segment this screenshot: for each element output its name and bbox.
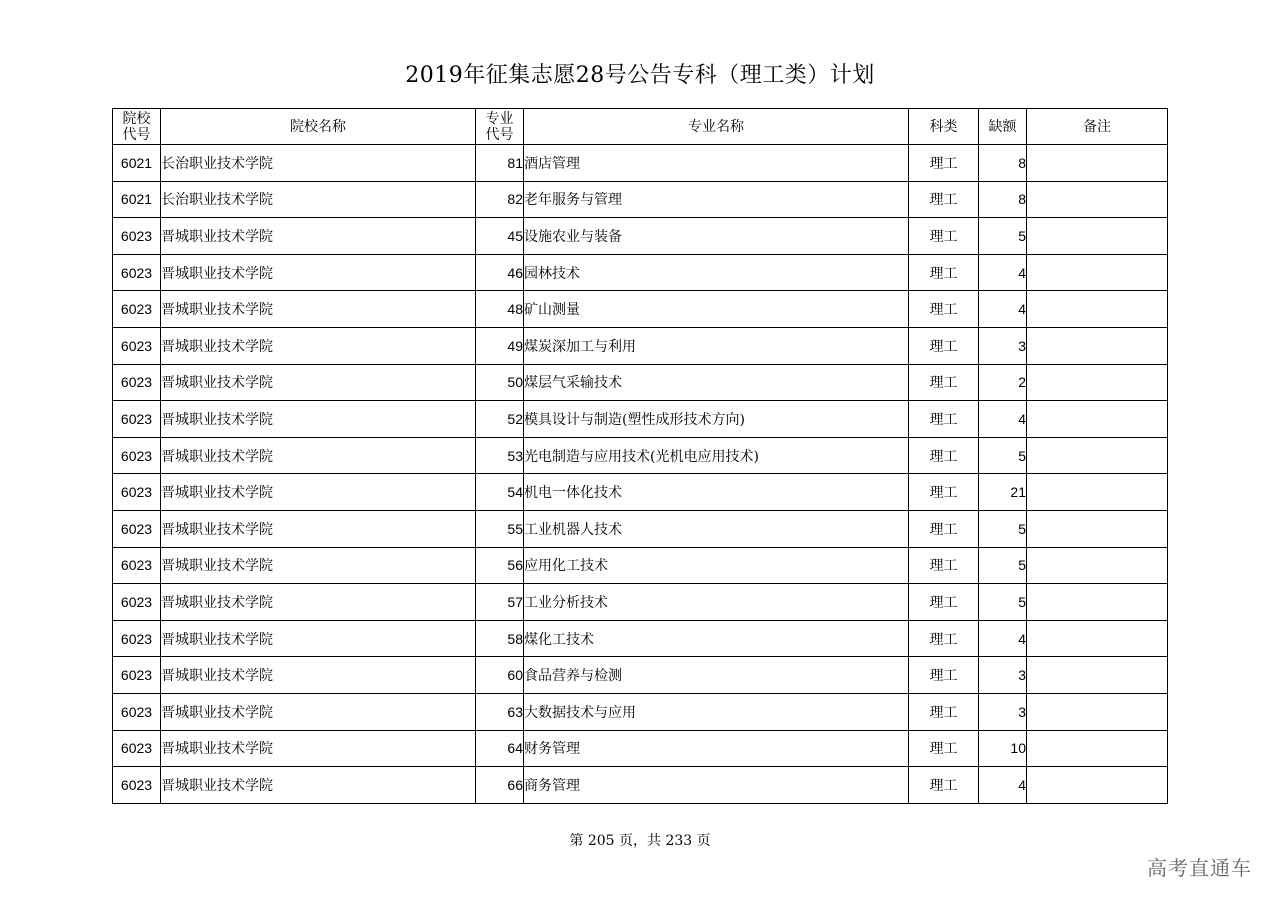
cell-major-code: 53 <box>476 437 524 474</box>
cell-quota: 21 <box>979 474 1027 511</box>
cell-quota: 3 <box>979 327 1027 364</box>
header-category: 科类 <box>909 109 979 145</box>
cell-school-name: 晋城职业技术学院 <box>161 730 476 767</box>
cell-quota: 10 <box>979 730 1027 767</box>
table-row <box>113 474 1168 511</box>
cell-major-name: 园林技术 <box>524 254 909 291</box>
table-row <box>113 510 1168 547</box>
cell-school-name: 长治职业技术学院 <box>161 145 476 182</box>
cell-school-code: 6023 <box>113 657 161 694</box>
cell-school-name: 晋城职业技术学院 <box>161 437 476 474</box>
cell-category: 理工 <box>909 510 979 547</box>
table-row <box>113 327 1168 364</box>
cell-school-name: 晋城职业技术学院 <box>161 620 476 657</box>
cell-major-name: 设施农业与装备 <box>524 218 909 255</box>
table-row <box>113 181 1168 218</box>
cell-category: 理工 <box>909 547 979 584</box>
cell-quota: 3 <box>979 693 1027 730</box>
cell-remarks <box>1027 145 1168 182</box>
cell-school-code: 6023 <box>113 510 161 547</box>
table-row <box>113 657 1168 694</box>
cell-remarks <box>1027 547 1168 584</box>
cell-major-code: 54 <box>476 474 524 511</box>
cell-school-name: 晋城职业技术学院 <box>161 218 476 255</box>
cell-major-code: 66 <box>476 767 524 804</box>
cell-quota: 5 <box>979 510 1027 547</box>
cell-remarks <box>1027 620 1168 657</box>
cell-major-code: 81 <box>476 145 524 182</box>
cell-major-name: 商务管理 <box>524 767 909 804</box>
cell-school-name: 晋城职业技术学院 <box>161 510 476 547</box>
cell-major-name: 工业机器人技术 <box>524 510 909 547</box>
cell-remarks <box>1027 474 1168 511</box>
cell-major-name: 老年服务与管理 <box>524 181 909 218</box>
cell-school-name: 晋城职业技术学院 <box>161 657 476 694</box>
cell-remarks <box>1027 364 1168 401</box>
cell-major-name: 大数据技术与应用 <box>524 693 909 730</box>
cell-category: 理工 <box>909 364 979 401</box>
cell-major-name: 食品营养与检测 <box>524 657 909 694</box>
cell-major-code: 55 <box>476 510 524 547</box>
cell-school-name: 晋城职业技术学院 <box>161 327 476 364</box>
header-major-code: 专业代号 <box>476 109 524 145</box>
table-row <box>113 584 1168 621</box>
cell-major-code: 56 <box>476 547 524 584</box>
header-remarks: 备注 <box>1027 109 1168 145</box>
cell-remarks <box>1027 510 1168 547</box>
cell-major-code: 58 <box>476 620 524 657</box>
cell-category: 理工 <box>909 730 979 767</box>
cell-quota: 8 <box>979 145 1027 182</box>
cell-category: 理工 <box>909 327 979 364</box>
table-row <box>113 291 1168 328</box>
cell-major-name: 煤层气采输技术 <box>524 364 909 401</box>
cell-category: 理工 <box>909 657 979 694</box>
cell-school-code: 6023 <box>113 693 161 730</box>
cell-remarks <box>1027 657 1168 694</box>
table-row <box>113 437 1168 474</box>
table-row <box>113 145 1168 182</box>
cell-major-name: 应用化工技术 <box>524 547 909 584</box>
cell-school-code: 6023 <box>113 584 161 621</box>
cell-school-code: 6023 <box>113 730 161 767</box>
cell-remarks <box>1027 730 1168 767</box>
page-number: 第 205 页，共 233 页 <box>569 833 711 849</box>
cell-school-name: 晋城职业技术学院 <box>161 291 476 328</box>
cell-school-name: 晋城职业技术学院 <box>161 401 476 438</box>
cell-school-name: 晋城职业技术学院 <box>161 584 476 621</box>
cell-quota: 5 <box>979 218 1027 255</box>
cell-school-code: 6023 <box>113 401 161 438</box>
cell-school-name: 晋城职业技术学院 <box>161 547 476 584</box>
cell-school-name: 晋城职业技术学院 <box>161 474 476 511</box>
cell-major-name: 矿山测量 <box>524 291 909 328</box>
cell-school-code: 6023 <box>113 474 161 511</box>
table-row <box>113 401 1168 438</box>
cell-quota: 5 <box>979 547 1027 584</box>
cell-quota: 4 <box>979 767 1027 804</box>
cell-school-code: 6021 <box>113 145 161 182</box>
cell-major-code: 64 <box>476 730 524 767</box>
cell-major-code: 52 <box>476 401 524 438</box>
table-header-row <box>113 109 1168 145</box>
cell-quota: 4 <box>979 620 1027 657</box>
cell-major-name: 煤炭深加工与利用 <box>524 327 909 364</box>
cell-quota: 3 <box>979 657 1027 694</box>
cell-remarks <box>1027 291 1168 328</box>
cell-category: 理工 <box>909 401 979 438</box>
cell-school-name: 晋城职业技术学院 <box>161 767 476 804</box>
cell-school-code: 6023 <box>113 364 161 401</box>
header-school-code: 院校代号 <box>113 109 161 145</box>
cell-remarks <box>1027 693 1168 730</box>
cell-remarks <box>1027 401 1168 438</box>
cell-category: 理工 <box>909 254 979 291</box>
header-quota: 缺额 <box>979 109 1027 145</box>
cell-category: 理工 <box>909 474 979 511</box>
table-row <box>113 547 1168 584</box>
cell-remarks <box>1027 767 1168 804</box>
cell-major-name: 机电一体化技术 <box>524 474 909 511</box>
cell-school-name: 晋城职业技术学院 <box>161 254 476 291</box>
cell-school-code: 6023 <box>113 291 161 328</box>
cell-remarks <box>1027 181 1168 218</box>
cell-school-code: 6023 <box>113 437 161 474</box>
cell-quota: 4 <box>979 254 1027 291</box>
cell-major-code: 45 <box>476 218 524 255</box>
cell-quota: 4 <box>979 291 1027 328</box>
plan-table <box>112 108 1168 804</box>
cell-school-code: 6023 <box>113 620 161 657</box>
cell-school-code: 6023 <box>113 547 161 584</box>
cell-major-code: 63 <box>476 693 524 730</box>
cell-major-code: 49 <box>476 327 524 364</box>
cell-quota: 2 <box>979 364 1027 401</box>
cell-remarks <box>1027 327 1168 364</box>
page-title: 2019年征集志愿28号公告专科（理工类）计划 <box>405 63 875 88</box>
cell-major-code: 57 <box>476 584 524 621</box>
cell-major-code: 50 <box>476 364 524 401</box>
table-row <box>113 218 1168 255</box>
table-row <box>113 364 1168 401</box>
table-row <box>113 767 1168 804</box>
table-row <box>113 254 1168 291</box>
cell-school-name: 长治职业技术学院 <box>161 181 476 218</box>
table-row <box>113 730 1168 767</box>
cell-major-name: 煤化工技术 <box>524 620 909 657</box>
cell-major-code: 46 <box>476 254 524 291</box>
cell-category: 理工 <box>909 437 979 474</box>
cell-remarks <box>1027 584 1168 621</box>
cell-major-name: 光电制造与应用技术(光机电应用技术) <box>524 437 909 474</box>
cell-remarks <box>1027 437 1168 474</box>
header-major-name: 专业名称 <box>524 109 909 145</box>
cell-major-code: 82 <box>476 181 524 218</box>
cell-quota: 5 <box>979 437 1027 474</box>
cell-category: 理工 <box>909 767 979 804</box>
cell-school-name: 晋城职业技术学院 <box>161 364 476 401</box>
cell-remarks <box>1027 254 1168 291</box>
cell-category: 理工 <box>909 181 979 218</box>
cell-school-code: 6023 <box>113 767 161 804</box>
cell-quota: 4 <box>979 401 1027 438</box>
cell-remarks <box>1027 218 1168 255</box>
cell-school-code: 6023 <box>113 218 161 255</box>
cell-quota: 5 <box>979 584 1027 621</box>
cell-category: 理工 <box>909 218 979 255</box>
cell-major-code: 48 <box>476 291 524 328</box>
cell-category: 理工 <box>909 291 979 328</box>
watermark-text: 高考直通车 <box>1147 856 1252 880</box>
cell-major-name: 工业分析技术 <box>524 584 909 621</box>
cell-category: 理工 <box>909 693 979 730</box>
cell-major-name: 模具设计与制造(塑性成形技术方向) <box>524 401 909 438</box>
cell-school-code: 6021 <box>113 181 161 218</box>
cell-major-name: 酒店管理 <box>524 145 909 182</box>
table-row <box>113 620 1168 657</box>
header-school-name: 院校名称 <box>161 109 476 145</box>
cell-category: 理工 <box>909 145 979 182</box>
cell-category: 理工 <box>909 584 979 621</box>
table-row <box>113 693 1168 730</box>
cell-major-code: 60 <box>476 657 524 694</box>
cell-school-name: 晋城职业技术学院 <box>161 693 476 730</box>
cell-category: 理工 <box>909 620 979 657</box>
cell-school-code: 6023 <box>113 327 161 364</box>
cell-school-code: 6023 <box>113 254 161 291</box>
cell-major-name: 财务管理 <box>524 730 909 767</box>
cell-quota: 8 <box>979 181 1027 218</box>
